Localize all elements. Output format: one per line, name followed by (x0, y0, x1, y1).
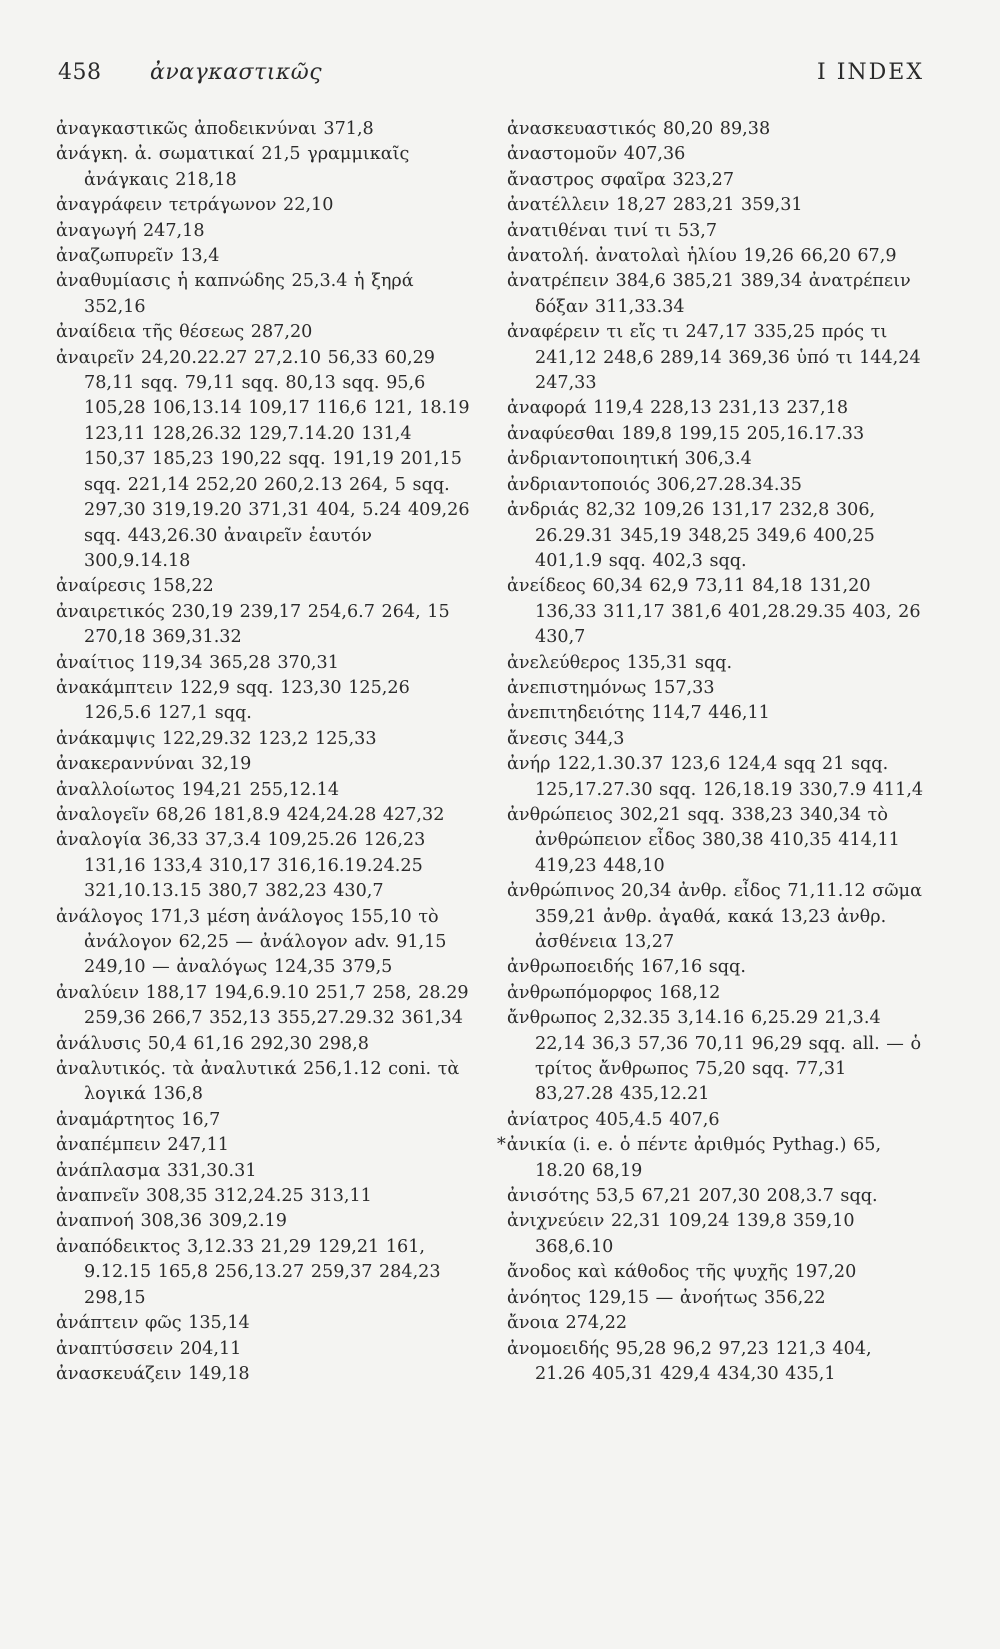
index-entry (507, 447, 927, 472)
index-entry (56, 676, 476, 727)
index-entry (507, 244, 927, 269)
index-entry (56, 1235, 476, 1311)
index-entry-text: ἀναιρετικός 230,19 239,17 254,6.7 264, 15 270,18 369,31.32 (56, 601, 450, 648)
index-entry-text: ἀνδριαντοποιός 306,27.28.34.35 (507, 474, 802, 495)
index-entry (507, 955, 927, 980)
index-entry (507, 473, 927, 498)
index-entry (56, 1133, 476, 1158)
index-entry (56, 219, 476, 244)
index-entry (507, 981, 927, 1006)
index-entry-text: ἄνοδος καὶ κάθοδος τῆς ψυχῆς 197,20 (507, 1262, 857, 1283)
index-entry (507, 320, 927, 396)
index-entry (507, 193, 927, 218)
index-entry (507, 117, 927, 142)
index-entry-text: ἀναίρεσις 158,22 (56, 576, 214, 597)
index-entry (56, 651, 476, 676)
index-entry (56, 1159, 476, 1184)
index-entry-text: ἀναθυμίασις ἡ καπνώδης 25,3.4 ἡ ξηρά 352,16 (56, 271, 414, 317)
index-entry (56, 752, 476, 777)
index-entry-text: ἀνελεύθερος 135,31 sqq. (507, 652, 733, 673)
index-entry (56, 1057, 476, 1108)
index-entry-text: ἄνεσις 344,3 (507, 728, 625, 749)
index-entry (56, 346, 476, 575)
index-entry (56, 1362, 476, 1387)
index-entry (56, 574, 476, 599)
index-entry (56, 1108, 476, 1133)
index-entry-text: ἀνάπτειν φῶς 135,14 (56, 1313, 250, 1334)
index-entry (507, 879, 927, 955)
index-entry (507, 219, 927, 244)
index-entry (56, 778, 476, 803)
index-entry (507, 1311, 927, 1336)
index-entry-text: ἀνισότης 53,5 67,21 207,30 208,3.7 sqq. (507, 1186, 878, 1207)
index-entry (507, 1108, 927, 1133)
index-entry (507, 752, 927, 803)
index-entry (507, 1337, 927, 1388)
index-entry-text: ἀναστομοῦν 407,36 (507, 144, 686, 165)
index-entry (56, 1337, 476, 1362)
index-entry-text: ἀνόητος 129,15 — ἀνοήτως 356,22 (507, 1287, 826, 1308)
index-entry-text: ἀνδριάς 82,32 109,26 131,17 232,8 306, 26.29.31 345,19 348,25 349,6 400,25 401,1.9 sqq. 402,3 sqq. (507, 500, 876, 571)
index-entry-text: ἀνιχνεύειν 22,31 109,24 139,8 359,10 368,6.10 (507, 1211, 855, 1257)
index-entry-text: ἀνάλυσις 50,4 61,16 292,30 298,8 (56, 1033, 369, 1054)
index-entry (56, 1209, 476, 1234)
index-entry (507, 1286, 927, 1311)
index-entry (507, 574, 927, 650)
index-entry-text: ἀνατρέπειν 384,6 385,21 389,34 ἀνατρέπειν δόξαν 311,33.34 (507, 271, 911, 317)
index-entry (507, 1260, 927, 1285)
index-entry-text: ἀνασκευαστικός 80,20 89,38 (507, 119, 771, 139)
index-entry-text: ἄναστρος σφαῖρα 323,27 (507, 169, 735, 190)
index-entry (507, 422, 927, 447)
index-entry-text: ἀνίατρος 405,4.5 407,6 (507, 1109, 720, 1130)
index-entry (56, 727, 476, 752)
index-entry-text: ἀναπτύσσειν 204,11 (56, 1338, 242, 1359)
index-entry-text: ἀναγκαστικῶς ἀποδεικνύναι 371,8 (56, 119, 374, 139)
index-entry (56, 1311, 476, 1336)
index-entry-text: ἀνατέλλειν 18,27 283,21 359,31 (507, 195, 803, 216)
index-entry (507, 168, 927, 193)
index-entry-text: ἀναγράφειν τετράγωνον 22,10 (56, 195, 334, 216)
index-entry-text: ἀναφέρειν τι εἴς τι 247,17 335,25 πρός τι 241,12 248,6 289,14 369,36 ὑπό τι 144,24 247,33 (507, 322, 921, 394)
index-entry-text: ἀνδριαντοποιητική 306,3.4 (507, 449, 752, 470)
index-entry (507, 1006, 927, 1108)
index-entry (56, 320, 476, 345)
index-entry (56, 1032, 476, 1057)
running-head-title: I INDEX (817, 60, 924, 85)
index-entry (56, 981, 476, 1032)
index-entry (507, 1209, 927, 1260)
index-entry-text: ἀνθρώπινος 20,34 ἀνθρ. εἶδος 71,11.12 σῶμα 359,21 ἀνθρ. ἀγαθά, κακά 13,23 ἀνθρ. ἀσθένεια 13,27 (507, 881, 922, 952)
index-entry-text: ἀναιρεῖν 24,20.22.27 27,2.10 56,33 60,29 78,11 sqq. 79,11 sqq. 80,13 sqq. 95,6 105,28 106,13.14 109,17 116,6 121, 18.19 123,11 128,26.32 129,7.14.20 131,4 150,37 185,23 190,22 sqq. 191,19 201,15 sqq. 221,14 252,20 260,2.13 264, 5 sqq. 297,30 319,19.20 371,31 404, 5.24 409,26 sqq. 443,26.30 ἀναιρεῖν ἑαυτόν 300,9.14.18 (56, 347, 470, 571)
index-entry-text: ἀναζωπυρεῖν 13,4 (56, 246, 220, 267)
index-entry (56, 905, 476, 981)
index-entry-text: ἀνατολή. ἀνατολαὶ ἡλίου 19,26 66,20 67,9 (507, 246, 897, 267)
index-entry (507, 701, 927, 726)
index-entry-text: ἀνικία (i. e. ὁ πέντε ἀριθμός Pythag.) 65, 18.20 68,19 (506, 1135, 882, 1181)
index-entry-text: ἀνομοειδής 95,28 96,2 97,23 121,3 404, 21.26 405,31 429,4 434,30 435,1 (507, 1338, 872, 1384)
index-entry (507, 651, 927, 676)
index-entry (507, 1184, 927, 1209)
index-entry-text: ἀνείδεος 60,34 62,9 73,11 84,18 131,20 136,33 311,17 381,6 401,28.29.35 403, 26 430,7 (507, 576, 921, 648)
index-entry (497, 1133, 927, 1184)
page-header (58, 60, 924, 96)
index-entry (507, 269, 927, 320)
index-entry-text: ἀναπόδεικτος 3,12.33 21,29 129,21 161, 9.12.15 165,8 256,13.27 259,37 284,23 298,15 (56, 1236, 441, 1308)
running-head-word: ἀναγκαστικῶς (150, 60, 323, 85)
index-entry (507, 803, 927, 879)
index-entry-text: ἀναπνοή 308,36 309,2.19 (56, 1211, 287, 1232)
asterisk-mark: * (497, 1135, 506, 1156)
index-entry (507, 498, 927, 574)
index-entry-text: ἀνάκαμψις 122,29.32 123,2 125,33 (56, 728, 377, 749)
index-entry (56, 269, 476, 320)
index-entry-text: ἀναλύειν 188,17 194,6.9.10 251,7 258, 28.29 259,36 266,7 352,13 355,27.29.32 361,34 (56, 982, 469, 1029)
index-entry-text: ἀναφύεσθαι 189,8 199,15 205,16.17.33 (507, 423, 865, 444)
index-entry-text: ἀνεπιστημόνως 157,33 (507, 677, 715, 698)
index-entry-text: ἀνάλογος 171,3 μέση ἀνάλογος 155,10 τὸ ἀνάλογον 62,25 — ἀνάλογον adv. 91,15 249,10 — ἀναλόγως 124,35 379,5 (56, 906, 447, 978)
index-entry-text: ἀνατιθέναι τινί τι 53,7 (507, 220, 718, 241)
index-entry (507, 727, 927, 752)
index-entry-text: ἀναπνεῖν 308,35 312,24.25 313,11 (56, 1186, 372, 1207)
index-entry-text: ἀνεπιτηδειότης 114,7 446,11 (507, 703, 770, 724)
index-entry (56, 803, 476, 828)
index-entry (56, 1184, 476, 1209)
index-entry (56, 193, 476, 218)
index-entry-text: ἄνθρωπος 2,32.35 3,14.16 6,25.29 21,3.4 22,14 36,3 57,36 70,11 96,29 sqq. all. — ὁ τρίτος ἄνθρωπος 75,20 sqq. 77,31 83,27.28 435,12.21 (507, 1008, 922, 1105)
index-entry-text: ἀνήρ 122,1.30.37 123,6 124,4 sqq 21 sqq. 125,17.27.30 sqq. 126,18.19 330,7.9 411,4 (507, 754, 924, 800)
index-entry (56, 600, 476, 651)
index-entry-text: ἀναλλοίωτος 194,21 255,12.14 (56, 779, 340, 800)
index-entry-text: ἀνάγκη. ἀ. σωματικαί 21,5 γραμμικαῖς ἀνάγκαις 218,18 (56, 144, 410, 190)
index-entry (507, 676, 927, 701)
index-entry-text: ἀνθρώπειος 302,21 sqq. 338,23 340,34 τὸ ἀνθρώπειον εἶδος 380,38 410,35 414,11 419,23 448,10 (507, 804, 900, 876)
index-entry (507, 396, 927, 421)
index-entry-text: ἀναμάρτητος 16,7 (56, 1109, 221, 1130)
index-entry-text: ἀνασκευάζειν 149,18 (56, 1363, 250, 1384)
index-entry-text: ἀνθρωποειδής 167,16 sqq. (507, 957, 746, 978)
index-entry-text: ἀναπέμπειν 247,11 (56, 1135, 229, 1156)
index-entry-text: ἀναίτιος 119,34 365,28 370,31 (56, 652, 339, 673)
index-column-left (56, 117, 476, 1387)
page-number: 458 (58, 60, 102, 85)
index-entry (56, 142, 476, 193)
index-entry (507, 142, 927, 167)
index-entry-text: ἀναίδεια τῆς θέσεως 287,20 (56, 322, 313, 343)
index-entry-text: ἀναγωγή 247,18 (56, 220, 205, 241)
index-entry-text: ἀναλυτικός. τὰ ἀναλυτικά 256,1.12 coni. τὰ λογικά 136,8 (56, 1059, 460, 1105)
index-entry-text: ἀνθρωπόμορφος 168,12 (507, 982, 721, 1003)
index-entry (56, 244, 476, 269)
index-entry-text: ἀναλογία 36,33 37,3.4 109,25.26 126,23 131,16 133,4 310,17 316,16.19.24.25 321,10.13.15 380,7 382,23 430,7 (56, 830, 426, 902)
index-entry-text: ἀναφορά 119,4 228,13 231,13 237,18 (507, 398, 849, 419)
index-entry-text: ἄνοια 274,22 (507, 1313, 628, 1334)
index-entry-text: ἀνακάμπτειν 122,9 sqq. 123,30 125,26 126,5.6 127,1 sqq. (56, 677, 410, 724)
index-entry (56, 117, 476, 142)
index-entry (56, 828, 476, 904)
index-entry-text: ἀνακεραννύναι 32,19 (56, 754, 252, 775)
index-entry-text: ἀνάπλασμα 331,30.31 (56, 1160, 257, 1181)
index-entry-text: ἀναλογεῖν 68,26 181,8.9 424,24.28 427,32 (56, 804, 445, 825)
index-column-right (497, 117, 927, 1387)
